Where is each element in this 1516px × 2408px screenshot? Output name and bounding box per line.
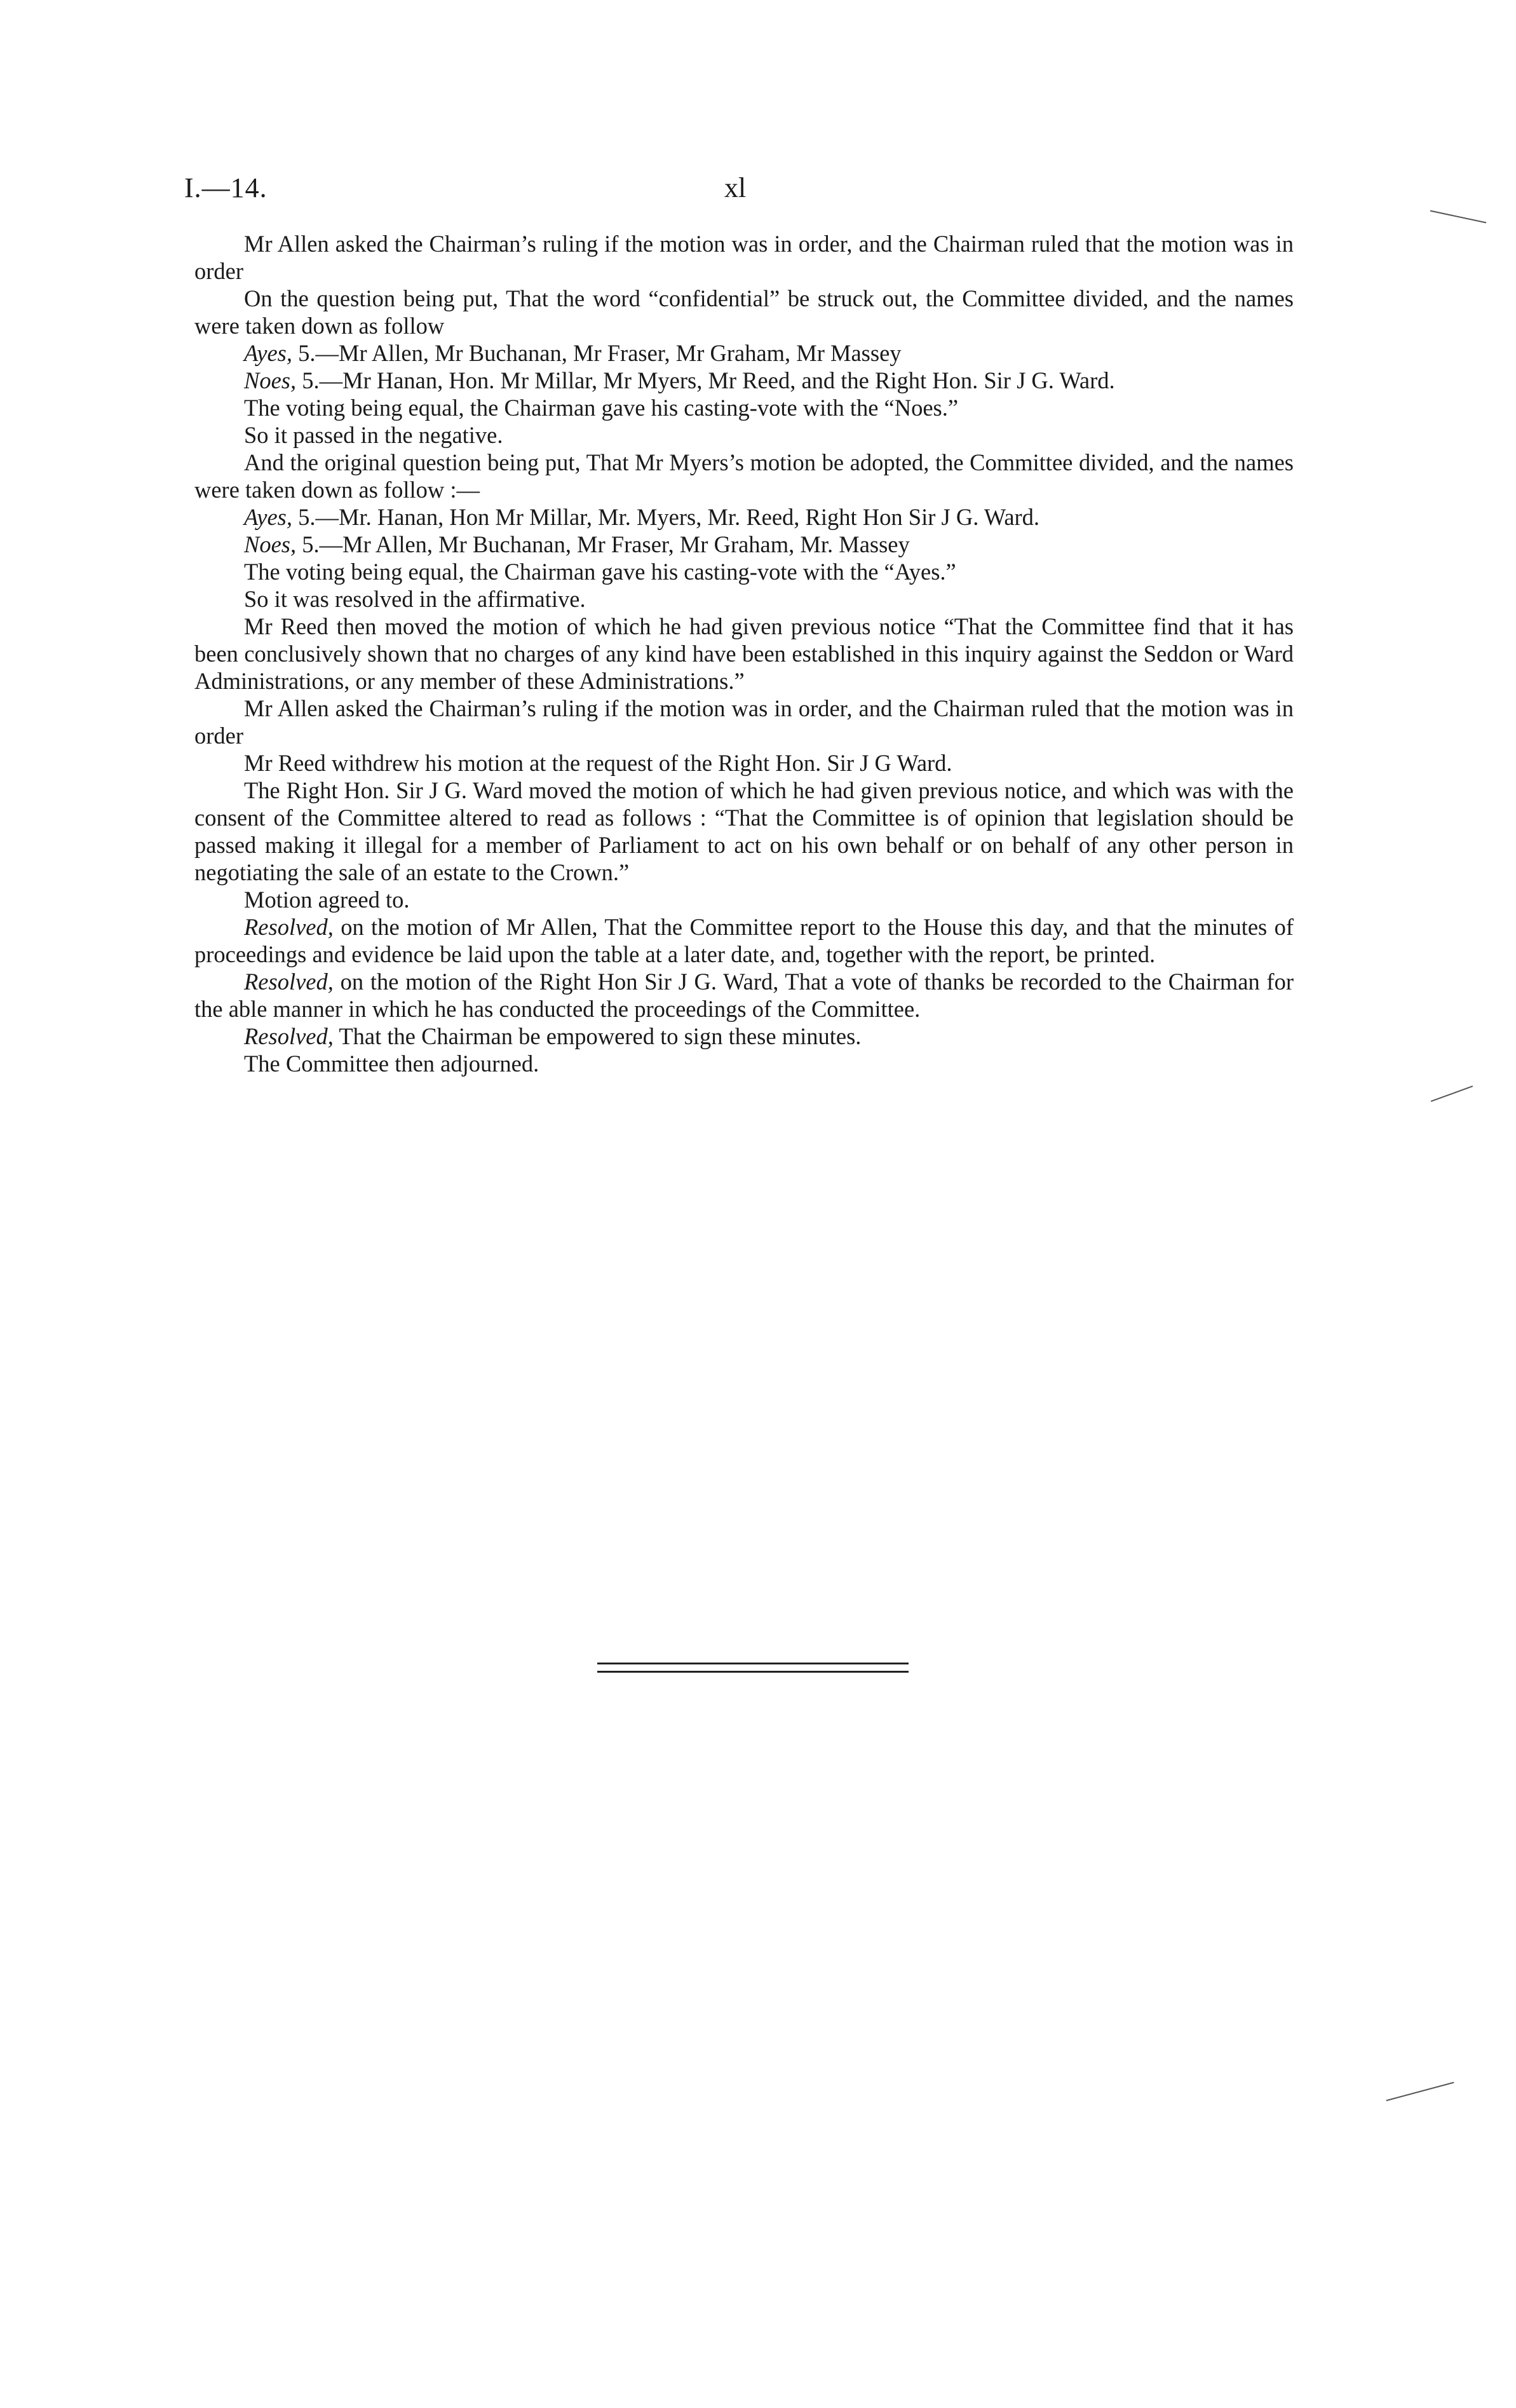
division-ayes: Ayes, 5.—Mr Allen, Mr Buchanan, Mr Fraser, Mr Graham, Mr Massey [244, 340, 902, 366]
margin-scan-mark [1431, 1085, 1473, 1102]
resolution: Resolved, That the Chairman be empowered to sign these minutes. [244, 1023, 862, 1049]
paragraph: The Committee then adjourned. [244, 1051, 539, 1077]
paragraph: So it passed in the negative. [244, 422, 503, 448]
closing-double-rule [597, 1663, 909, 1673]
paragraph: And the original question being put, That Mr Myers’s motion be adopted, the Committee divided, and the names were taken down as follow :— [194, 449, 1294, 503]
margin-scan-mark [1430, 210, 1486, 224]
page-number: xl [724, 172, 747, 203]
minutes-body [194, 230, 1294, 1077]
division-noes: Noes, 5.—Mr Hanan, Hon. Mr Millar, Mr Myers, Mr Reed, and the Right Hon. Sir J G. Ward. [244, 367, 1115, 393]
paragraph: Mr Reed then moved the motion of which he had given previous notice “That the Committee find that it has been conclusively shown that no charges of any kind have been established in this inquiry against the Seddon or Ward Administrations, or any member of these Administrations.” [194, 613, 1294, 694]
paragraph: Motion agreed to. [244, 887, 410, 913]
paragraph: The Right Hon. Sir J G. Ward moved the motion of which he had given previous notice, and which was with the consent of the Committee altered to read as follows : “That the Committee is of opinion that legislation should be passed making it illegal for a member of Parliament to act on his own behalf or on behalf of any other person in negotiating the sale of an estate to the Crown.” [194, 777, 1294, 885]
resolution: Resolved, on the motion of the Right Hon Sir J G. Ward, That a vote of thanks be recorded to the Chairman for the able manner in which he has conducted the proceedings of the Committee. [194, 969, 1294, 1022]
paragraph: Mr Allen asked the Chairman’s ruling if the motion was in order, and the Chairman ruled that the motion was in order [194, 231, 1294, 284]
paragraph: On the question being put, That the word “confidential” be struck out, the Committee divided, and the names were taken down as follow [194, 285, 1294, 339]
paragraph: The voting being equal, the Chairman gave his casting-vote with the “Noes.” [244, 395, 959, 421]
paragraph: So it was resolved in the affirmative. [244, 586, 586, 612]
page-reference: I.—14. [184, 172, 267, 203]
paragraph: Mr Reed withdrew his motion at the request of the Right Hon. Sir J G Ward. [244, 750, 952, 776]
division-noes: Noes, 5.—Mr Allen, Mr Buchanan, Mr Fraser, Mr Graham, Mr. Massey [244, 531, 910, 557]
paragraph: The voting being equal, the Chairman gave his casting-vote with the “Ayes.” [244, 559, 956, 585]
paragraph: Mr Allen asked the Chairman’s ruling if the motion was in order, and the Chairman ruled that the motion was in order [194, 695, 1294, 749]
resolution: Resolved, on the motion of Mr Allen, That the Committee report to the House this day, and that the minutes of proceedings and evidence be laid upon the table at a later date, and, together with the report, be printed. [194, 914, 1294, 967]
division-ayes: Ayes, 5.—Mr. Hanan, Hon Mr Millar, Mr. Myers, Mr. Reed, Right Hon Sir J G. Ward. [244, 504, 1040, 530]
page-header [184, 172, 1303, 210]
margin-scan-mark [1386, 2082, 1454, 2101]
